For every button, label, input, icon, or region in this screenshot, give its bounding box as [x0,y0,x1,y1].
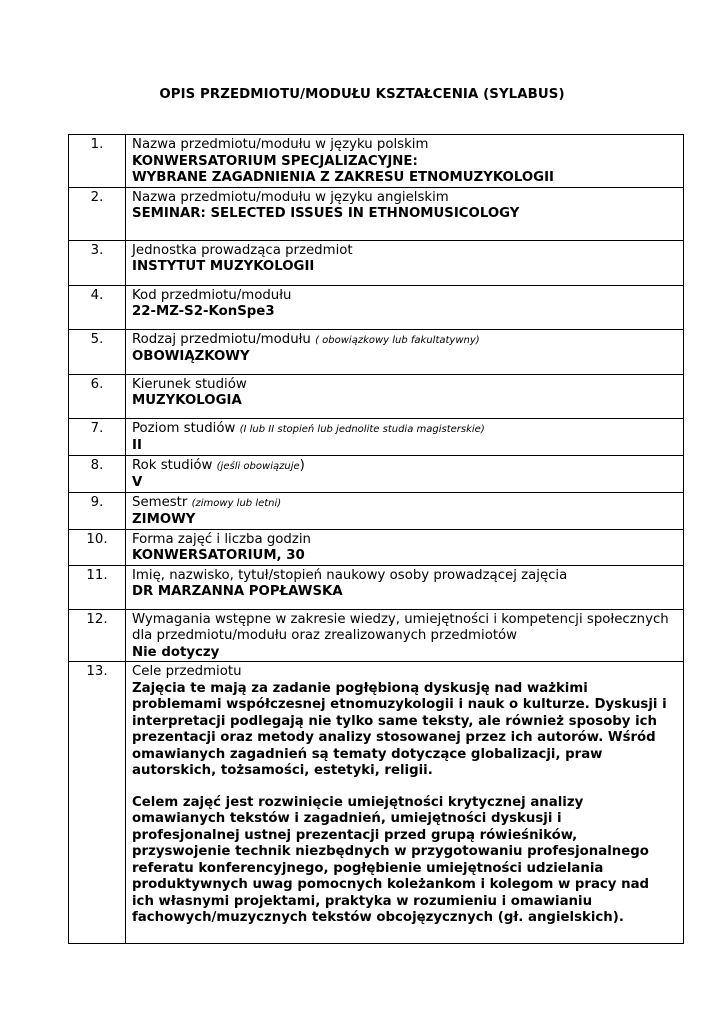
document-title: OPIS PRZEDMIOTU/MODUŁU KSZTAŁCENIA (SYLABUS) [159,87,565,102]
paragraph-line: interpretacji podlegają nie tylko same teksty, ale również sposoby ich [132,713,658,729]
paragraph-line: omawianych tekstów i zagadnień, umiejętności dyskusji i [132,811,562,826]
row-content [126,418,684,455]
field-label-suffix: ) [299,457,305,473]
paragraph-line: fachowych/muzycznych tekstów obcojęzycznych (gł. angielskich). [132,910,624,925]
field-label: Kierunek studiów [132,376,247,392]
row-content [126,240,684,285]
field-value: SEMINAR: SELECTED ISSUES IN ETHNOMUSICOLOGY [132,206,520,221]
row-content [126,135,684,188]
paragraph-line: Celem zajęć jest rozwinięcie umiejętności krytycznej analizy [132,794,584,810]
field-label: Forma zajęć i liczba godzin [132,531,311,547]
field-value: MUZYKOLOGIA [132,393,242,408]
field-label: Wymagania wstępne w zakresie wiedzy, umiejętności i kompetencji społecznych [132,611,669,627]
paragraph-line: Zajęcia te mają za zadanie pogłębioną dyskusję nad ważkimi [132,680,588,696]
field-label: Kod przedmiotu/modułu [132,287,292,303]
row-number: 13. [69,662,126,944]
row-content [126,329,684,374]
field-label-text: Rok studiów [132,457,213,473]
row-number: 12. [69,609,126,662]
row-number: 1. [69,135,126,188]
field-label-text: Rodzaj przedmiotu/modułu [132,331,311,347]
row-number: 8. [69,455,126,492]
field-label [132,421,679,439]
objectives-paragraph [132,681,679,780]
paragraph-line: omawianych zagadnień są tematy dotyczące globalizacji, praw [132,746,603,762]
table-row [69,418,684,455]
field-label [132,458,679,476]
row-content [126,529,684,565]
field-value: INSTYTUT MUZYKOLOGII [132,259,315,274]
table-row [69,529,684,565]
table-row [69,135,684,188]
field-value: WYBRANE ZAGADNIENIA Z ZAKRESU ETNOMUZYKOLOGII [132,170,554,185]
row-content [126,609,684,662]
row-content [126,285,684,329]
paragraph-line: ich własnymi projektami, praktyka w rozumieniu i omawianiu [132,893,593,909]
paragraph-line: prezentacji oraz metody analizy stosowanej przez ich autorów. Wśród [132,730,656,745]
row-number: 10. [69,529,126,565]
row-content [126,662,684,944]
field-value: II [132,438,142,453]
field-label: dla przedmiotu/modułu oraz zrealizowanych przedmiotów [132,628,518,643]
paragraph-line: referatu konferencyjnego, pogłębienie umiejętności udzielania [132,860,604,876]
field-label: Nazwa przedmiotu/modułu w języku polskim [132,137,429,152]
objectives-paragraph [132,795,679,927]
field-label: Nazwa przedmiotu/modułu w języku angielskim [132,189,449,205]
row-number: 2. [69,187,126,240]
field-hint: ( obowiązkowy lub fakultatywny) [315,334,480,346]
field-label-text: Poziom studiów [132,420,236,436]
row-content [126,187,684,240]
table-row [69,329,684,374]
field-value: KONWERSATORIUM, 30 [132,548,305,563]
row-number: 11. [69,565,126,609]
row-number: 4. [69,285,126,329]
row-content [126,455,684,492]
field-value: 22-MZ-S2-KonSpe3 [132,304,275,319]
paragraph-line: profesjonalnej ustnej prezentacji przed grupą rówieśników, [132,827,578,843]
table-row [69,492,684,529]
field-value: V [132,475,143,490]
row-number: 9. [69,492,126,529]
field-hint: (I lub II stopień lub jednolite studia magisterskie) [239,423,485,435]
paragraph-line: problemami współczesnej etnomuzykologii i nauk o kulturze. Dyskusji i [132,697,667,712]
field-hint: (jeśli obowiązuje [216,460,300,472]
row-number: 6. [69,374,126,418]
table-row [69,285,684,329]
field-value: DR MARZANNA POPŁAWSKA [132,584,343,599]
syllabus-table [68,134,684,944]
paragraph-line: autorskich, tożsamości, estetyki, religii. [132,763,433,778]
table-row [69,662,684,944]
field-value: ZIMOWY [132,512,196,527]
table-row [69,455,684,492]
field-label: Imię, nazwisko, tytuł/stopień naukowy osoby prowadzącej zajęcia [132,567,568,583]
table-row [69,240,684,285]
field-label [132,495,679,513]
field-label: Jednostka prowadząca przedmiot [132,242,353,258]
paragraph-line: produktywnych uwag pomocnych koleżankom i kolegom w pracy nad [132,877,650,892]
row-number: 7. [69,418,126,455]
field-hint: (zimowy lub letni) [191,497,282,509]
table-row [69,374,684,418]
field-label: Cele przedmiotu [132,664,242,679]
field-value: OBOWIĄZKOWY [132,349,250,364]
table-row [69,565,684,609]
table-row [69,609,684,662]
field-value: Nie dotyczy [132,644,220,660]
field-label-text: Semestr [132,494,188,510]
field-label [132,332,679,350]
table-row [69,187,684,240]
row-content [126,565,684,609]
field-value: KONWERSATORIUM SPECJALIZACYJNE: [132,153,418,169]
paragraph-line: przyswojenie technik niezbędnych w przygotowaniu profesjonalnego [132,844,649,859]
row-content [126,492,684,529]
row-number: 5. [69,329,126,374]
row-number: 3. [69,240,126,285]
row-content [126,374,684,418]
